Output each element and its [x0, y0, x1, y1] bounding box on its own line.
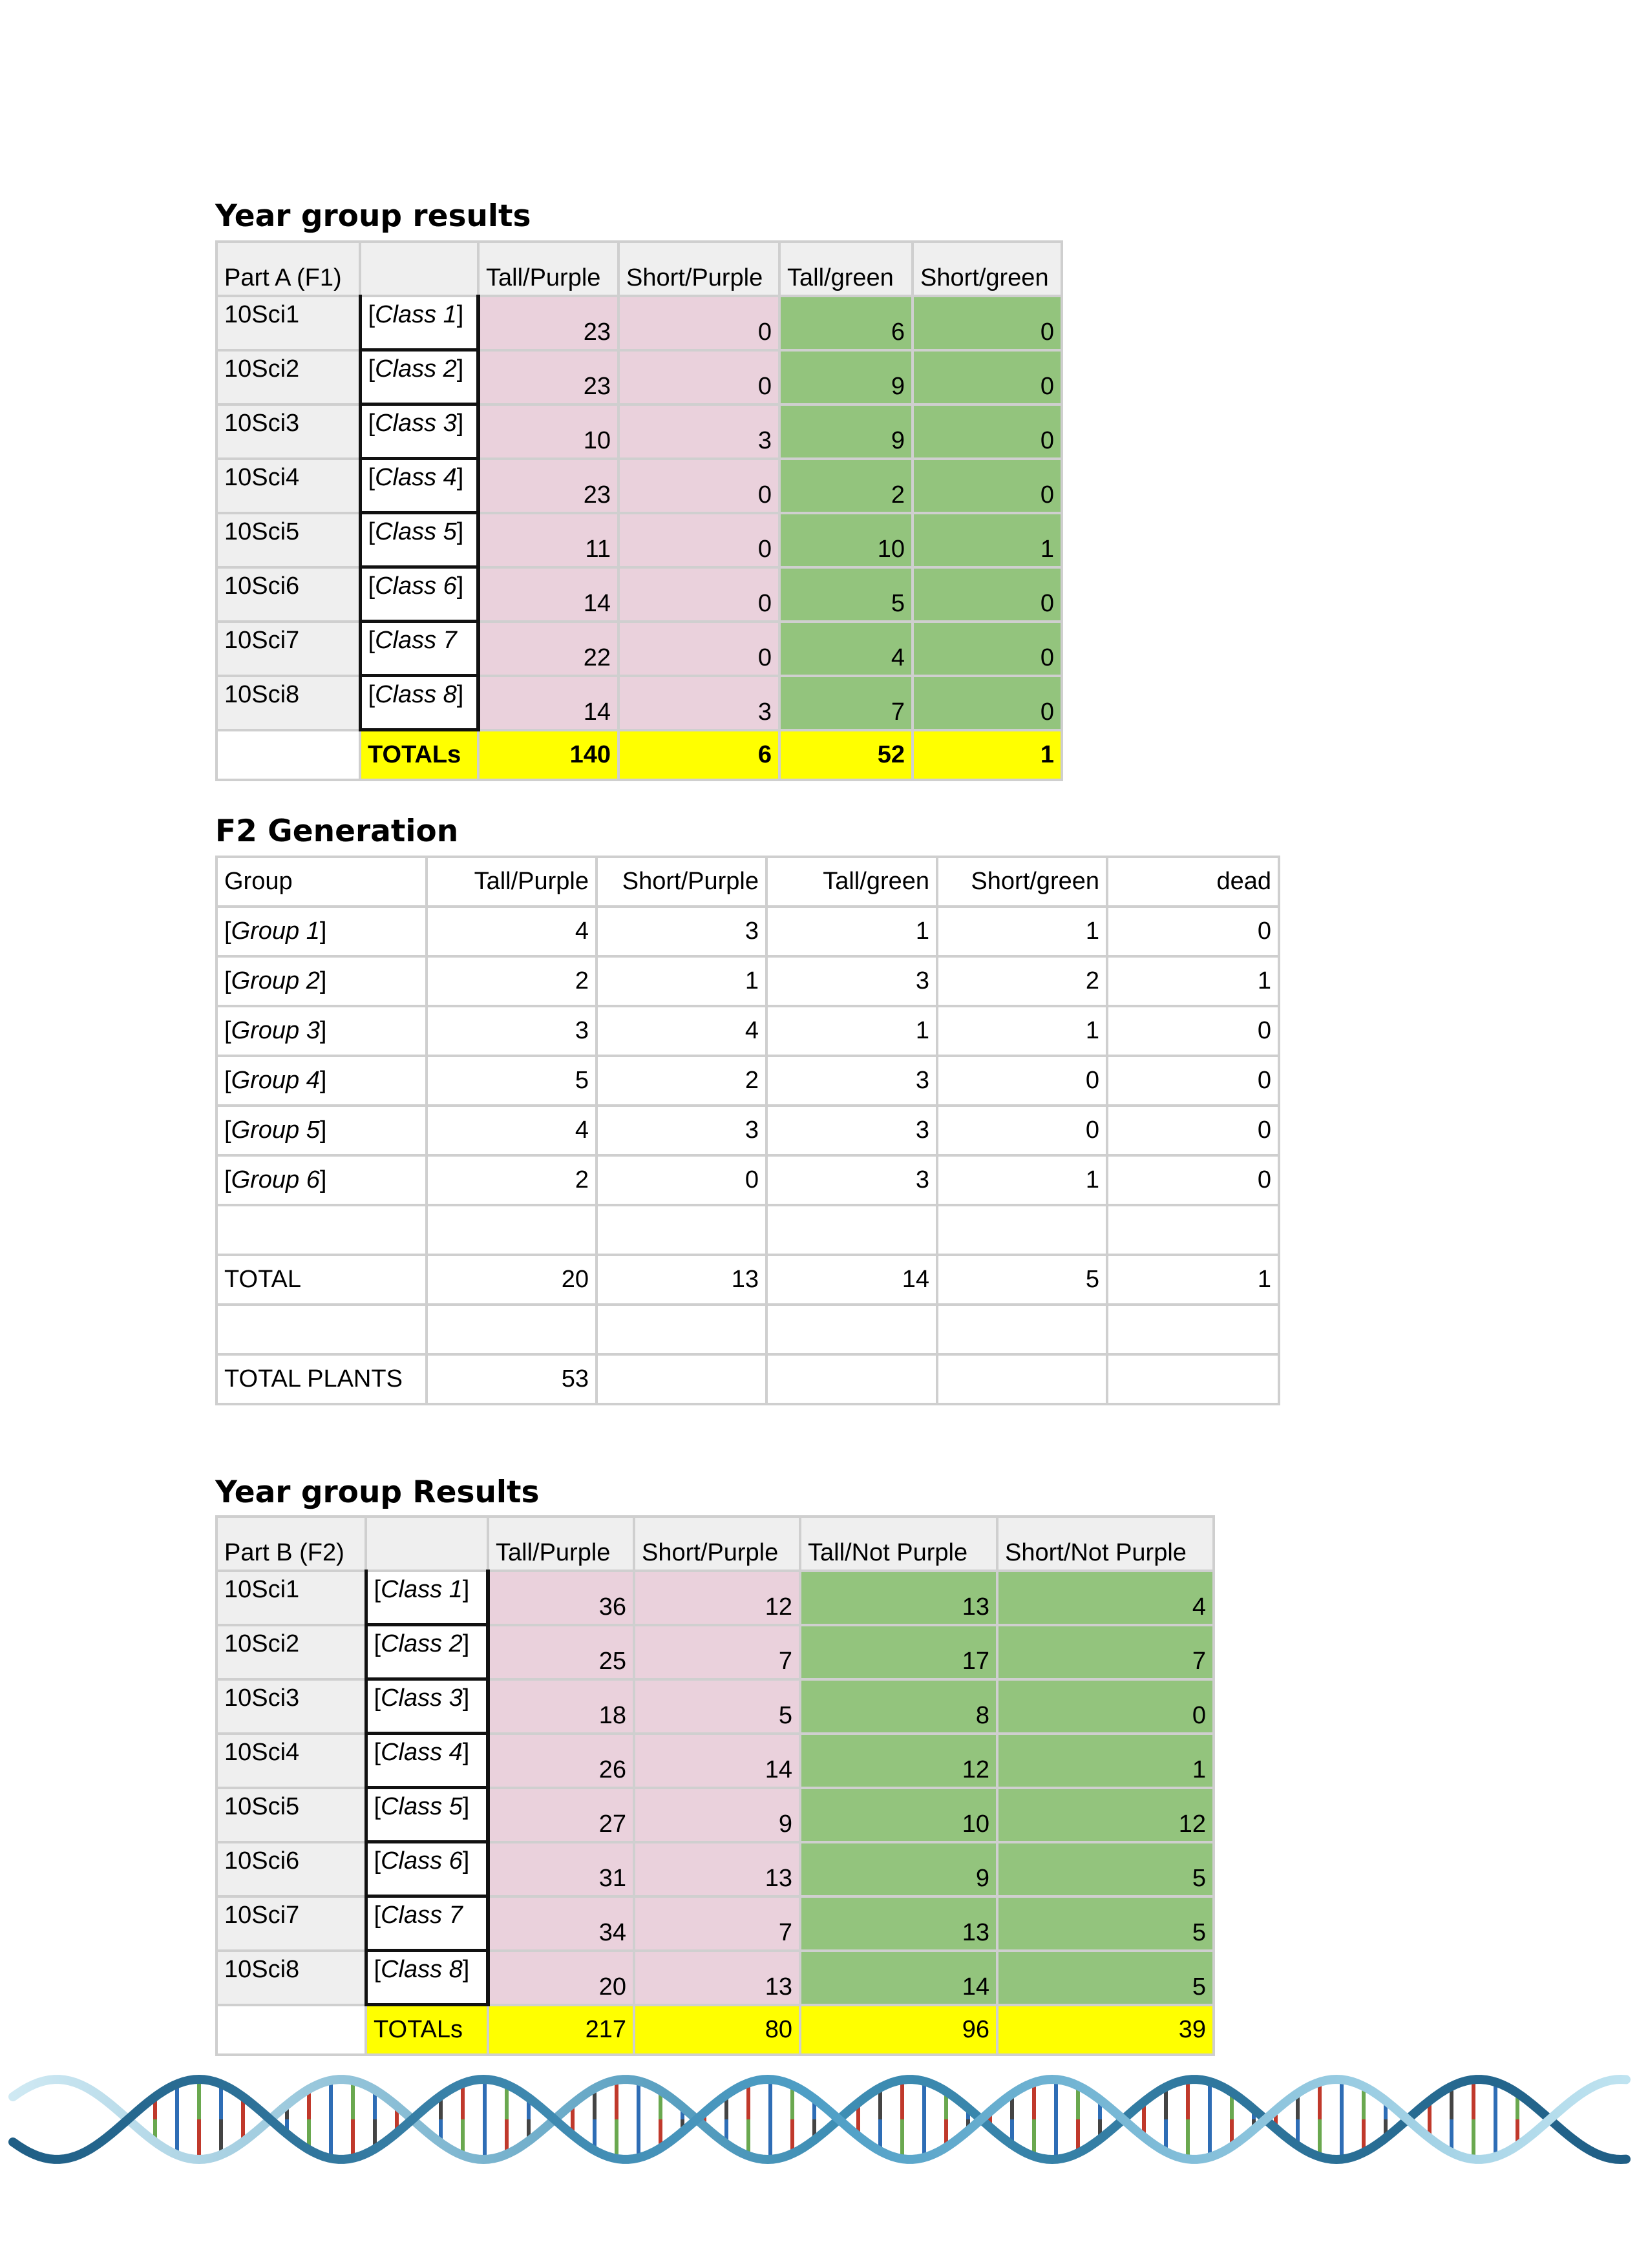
value-cell: 14: [800, 1951, 997, 2005]
blank-cell: [217, 1205, 427, 1255]
value-cell: 12: [800, 1734, 997, 1788]
table-row: [217, 1734, 1214, 1788]
total-value-cell: 140: [478, 730, 618, 781]
table-row: [217, 1951, 1214, 2005]
class-name-cell: [366, 1571, 488, 1625]
group-code-cell: 10Sci2: [217, 1625, 366, 1679]
group-name-cell: [217, 907, 427, 956]
value-cell: 0: [1107, 1155, 1279, 1205]
column-header: Tall/green: [766, 857, 937, 907]
blank-cell: [597, 1305, 766, 1354]
bracket-open: [: [368, 627, 375, 654]
blank-cell: [597, 1354, 766, 1404]
table-row: [217, 1896, 1214, 1951]
class-name: Class 8: [381, 1956, 463, 1983]
value-cell: 9: [779, 350, 913, 404]
column-header: Group: [217, 857, 427, 907]
corner-label: Part B (F2): [217, 1517, 366, 1571]
class-name: Class 4: [375, 464, 457, 491]
group-code-cell: 10Sci6: [217, 567, 360, 622]
total-value-cell: 39: [997, 2005, 1214, 2055]
class-name-cell: [360, 296, 478, 350]
value-cell: 3: [618, 404, 779, 459]
value-cell: 0: [597, 1155, 766, 1205]
class-name: Class 1: [381, 1576, 463, 1603]
table-header-row: [217, 242, 1062, 296]
class-name-cell: [366, 1788, 488, 1842]
bracket-close: ]: [319, 1017, 327, 1044]
totals-label: TOTALs: [360, 730, 478, 781]
value-cell: 0: [913, 622, 1062, 676]
bracket-open: [: [224, 967, 231, 994]
column-header: Short/Purple: [597, 857, 766, 907]
group-name-cell: [217, 1106, 427, 1155]
table-row: [217, 1056, 1279, 1106]
group-name-cell: [217, 956, 427, 1006]
group-name: Group 2: [231, 967, 320, 994]
value-cell: 1: [766, 907, 937, 956]
value-cell: 2: [427, 956, 597, 1006]
total-value-cell: 5: [937, 1255, 1107, 1305]
class-name-cell: [360, 513, 478, 567]
table-row: [217, 907, 1279, 956]
value-cell: 22: [478, 622, 618, 676]
column-header: Tall/Purple: [427, 857, 597, 907]
group-code-cell: 10Sci4: [217, 1734, 366, 1788]
bracket-open: [: [374, 1685, 381, 1712]
value-cell: 6: [779, 296, 913, 350]
total-value-cell: 13: [597, 1255, 766, 1305]
table-row: [217, 350, 1062, 404]
table-row: [217, 1006, 1279, 1056]
group-code-cell: 10Sci8: [217, 1951, 366, 2005]
corner-label: Part A (F1): [217, 242, 360, 296]
column-header: Tall/green: [779, 242, 913, 296]
bracket-open: [: [368, 518, 375, 545]
value-cell: 3: [766, 1106, 937, 1155]
group-code-cell: 10Sci1: [217, 1571, 366, 1625]
total-row: [217, 1255, 1279, 1305]
total-plants-label: TOTAL PLANTS: [217, 1354, 427, 1404]
group-name: Group 6: [231, 1166, 320, 1193]
value-cell: 0: [618, 513, 779, 567]
class-name-cell: [366, 1896, 488, 1951]
column-header: Short/Purple: [634, 1517, 800, 1571]
total-value-cell: 14: [766, 1255, 937, 1305]
group-name: Group 3: [231, 1017, 320, 1044]
value-cell: 13: [800, 1571, 997, 1625]
blank-row: [217, 1305, 1279, 1354]
value-cell: 4: [597, 1006, 766, 1056]
bracket-open: [: [368, 464, 375, 491]
total-value-cell: 96: [800, 2005, 997, 2055]
column-header: Tall/Purple: [488, 1517, 634, 1571]
bracket-open: [: [224, 1166, 231, 1193]
value-cell: 0: [913, 350, 1062, 404]
value-cell: 2: [597, 1056, 766, 1106]
blank-cell: [217, 1305, 427, 1354]
class-name-cell: [366, 1734, 488, 1788]
value-cell: 13: [634, 1842, 800, 1896]
class-name-cell: [360, 459, 478, 513]
value-cell: 12: [634, 1571, 800, 1625]
group-code-cell: 10Sci5: [217, 1788, 366, 1842]
value-cell: 36: [488, 1571, 634, 1625]
value-cell: 1: [766, 1006, 937, 1056]
total-value-cell: 20: [427, 1255, 597, 1305]
blank-header-cell: [360, 242, 478, 296]
value-cell: 5: [997, 1842, 1214, 1896]
value-cell: 10: [779, 513, 913, 567]
class-name: Class 3: [375, 410, 457, 437]
bracket-close: ]: [462, 1847, 470, 1874]
value-cell: 7: [634, 1625, 800, 1679]
blank-cell: [1107, 1354, 1279, 1404]
blank-cell: [217, 730, 360, 781]
value-cell: 23: [478, 296, 618, 350]
value-cell: 17: [800, 1625, 997, 1679]
bracket-open: [: [368, 410, 375, 437]
value-cell: 26: [488, 1734, 634, 1788]
class-name: Class 4: [381, 1739, 463, 1766]
class-name: Class 2: [375, 355, 457, 383]
bracket-open: [: [224, 1067, 231, 1094]
value-cell: 13: [800, 1896, 997, 1951]
group-code-cell: 10Sci4: [217, 459, 360, 513]
value-cell: 1: [913, 513, 1062, 567]
value-cell: 0: [937, 1106, 1107, 1155]
group-name-cell: [217, 1056, 427, 1106]
blank-cell: [766, 1305, 937, 1354]
bracket-close: ]: [462, 1793, 470, 1820]
value-cell: 0: [618, 622, 779, 676]
class-name-cell: [360, 404, 478, 459]
value-cell: 7: [634, 1896, 800, 1951]
total-label: TOTAL: [217, 1255, 427, 1305]
group-code-cell: 10Sci1: [217, 296, 360, 350]
totals-row: [217, 730, 1062, 781]
blank-cell: [597, 1205, 766, 1255]
class-name: Class 3: [381, 1685, 463, 1712]
bracket-close: ]: [456, 572, 464, 600]
value-cell: 5: [427, 1056, 597, 1106]
value-cell: 5: [997, 1951, 1214, 2005]
table-row: [217, 1625, 1214, 1679]
value-cell: 0: [618, 296, 779, 350]
table-row: [217, 1571, 1214, 1625]
table-row: [217, 459, 1062, 513]
value-cell: 0: [618, 350, 779, 404]
value-cell: 0: [937, 1056, 1107, 1106]
value-cell: 3: [766, 1155, 937, 1205]
value-cell: 0: [618, 459, 779, 513]
value-cell: 4: [427, 1106, 597, 1155]
bracket-open: [: [374, 1847, 381, 1874]
total-value-cell: 52: [779, 730, 913, 781]
class-name: Class 6: [375, 572, 457, 600]
column-header: Tall/Not Purple: [800, 1517, 997, 1571]
bracket-close: ]: [462, 1630, 470, 1657]
group-code-cell: 10Sci3: [217, 404, 360, 459]
bracket-open: [: [374, 1630, 381, 1657]
table-row: [217, 567, 1062, 622]
value-cell: 0: [997, 1679, 1214, 1734]
table-row: [217, 1106, 1279, 1155]
group-code-cell: 10Sci5: [217, 513, 360, 567]
total-value-cell: 1: [1107, 1255, 1279, 1305]
bracket-open: [: [368, 681, 375, 708]
bracket-open: [: [374, 1956, 381, 1983]
blank-cell: [217, 2005, 366, 2055]
value-cell: 11: [478, 513, 618, 567]
value-cell: 25: [488, 1625, 634, 1679]
value-cell: 1: [597, 956, 766, 1006]
blank-cell: [766, 1205, 937, 1255]
table-row: [217, 956, 1279, 1006]
bracket-close: ]: [456, 410, 464, 437]
class-name-cell: [366, 1625, 488, 1679]
value-cell: 0: [913, 404, 1062, 459]
value-cell: 5: [779, 567, 913, 622]
value-cell: 0: [1107, 1006, 1279, 1056]
value-cell: 9: [800, 1842, 997, 1896]
totals-row: [217, 2005, 1214, 2055]
group-code-cell: 10Sci7: [217, 622, 360, 676]
column-header: Short/green: [913, 242, 1062, 296]
value-cell: 3: [766, 1056, 937, 1106]
group-name: Group 1: [231, 918, 320, 945]
bracket-open: [: [368, 301, 375, 328]
column-header: Short/green: [937, 857, 1107, 907]
bracket-close: ]: [319, 1067, 327, 1094]
bracket-open: [: [224, 1017, 231, 1044]
bracket-open: [: [368, 572, 375, 600]
bracket-open: [: [374, 1576, 381, 1603]
class-name-cell: [360, 622, 478, 676]
blank-cell: [427, 1305, 597, 1354]
value-cell: 14: [634, 1734, 800, 1788]
bracket-close: ]: [319, 967, 327, 994]
table-row: [217, 296, 1062, 350]
value-cell: 1: [937, 907, 1107, 956]
column-header: Short/Purple: [618, 242, 779, 296]
total-value-cell: 1: [913, 730, 1062, 781]
blank-cell: [1107, 1205, 1279, 1255]
column-header: Short/Not Purple: [997, 1517, 1214, 1571]
bracket-close: ]: [456, 355, 464, 383]
bracket-close: ]: [456, 301, 464, 328]
table-row: [217, 1788, 1214, 1842]
column-header: dead: [1107, 857, 1279, 907]
value-cell: 2: [779, 459, 913, 513]
bracket-close: ]: [319, 1117, 327, 1144]
value-cell: 1: [997, 1734, 1214, 1788]
value-cell: 13: [634, 1951, 800, 2005]
total-value-cell: 217: [488, 2005, 634, 2055]
class-name: Class 8: [375, 681, 457, 708]
value-cell: 0: [1107, 1106, 1279, 1155]
value-cell: 31: [488, 1842, 634, 1896]
value-cell: 5: [997, 1896, 1214, 1951]
class-name-cell: [360, 676, 478, 730]
class-name-cell: [366, 1842, 488, 1896]
table-row: [217, 404, 1062, 459]
blank-row: [217, 1205, 1279, 1255]
blank-cell: [937, 1205, 1107, 1255]
table-header-row: [217, 1517, 1214, 1571]
value-cell: 4: [427, 907, 597, 956]
class-name-cell: [366, 1951, 488, 2005]
column-header: Tall/Purple: [478, 242, 618, 296]
class-name: Class 7: [381, 1902, 463, 1929]
value-cell: 27: [488, 1788, 634, 1842]
class-name: Class 7: [375, 627, 457, 654]
value-cell: 3: [597, 1106, 766, 1155]
bracket-close: ]: [456, 464, 464, 491]
bracket-open: [: [368, 355, 375, 383]
bracket-close: ]: [456, 518, 464, 545]
f2-generation-table: [215, 856, 1280, 1405]
value-cell: 1: [937, 1155, 1107, 1205]
group-name: Group 5: [231, 1117, 320, 1144]
value-cell: 0: [618, 567, 779, 622]
value-cell: 3: [618, 676, 779, 730]
value-cell: 14: [478, 676, 618, 730]
group-code-cell: 10Sci6: [217, 1842, 366, 1896]
bracket-open: [: [374, 1793, 381, 1820]
table-header-row: [217, 857, 1279, 907]
section-heading-year-group-results-b: Year group Results: [215, 1475, 540, 1510]
total-plants-row: [217, 1354, 1279, 1404]
table-row: [217, 676, 1062, 730]
value-cell: 1: [1107, 956, 1279, 1006]
blank-cell: [427, 1205, 597, 1255]
class-name-cell: [360, 567, 478, 622]
value-cell: 8: [800, 1679, 997, 1734]
bracket-close: ]: [462, 1956, 470, 1983]
value-cell: 2: [937, 956, 1107, 1006]
blank-cell: [937, 1305, 1107, 1354]
table-row: [217, 513, 1062, 567]
group-name-cell: [217, 1155, 427, 1205]
bracket-close: ]: [456, 681, 464, 708]
value-cell: 0: [913, 459, 1062, 513]
value-cell: 34: [488, 1896, 634, 1951]
value-cell: 23: [478, 350, 618, 404]
value-cell: 0: [913, 296, 1062, 350]
bracket-close: ]: [462, 1685, 470, 1712]
value-cell: 12: [997, 1788, 1214, 1842]
class-name: Class 5: [381, 1793, 463, 1820]
value-cell: 5: [634, 1679, 800, 1734]
value-cell: 3: [597, 907, 766, 956]
blank-cell: [1107, 1305, 1279, 1354]
class-name: Class 5: [375, 518, 457, 545]
total-value-cell: 6: [618, 730, 779, 781]
section-heading-f2-generation: F2 Generation: [215, 814, 459, 849]
part-b-f2-table: [215, 1515, 1215, 2056]
value-cell: 3: [766, 956, 937, 1006]
dna-double-helix-icon: [0, 2055, 1648, 2184]
table-row: [217, 1679, 1214, 1734]
total-plants-value: 53: [427, 1354, 597, 1404]
part-a-f1-table: [215, 240, 1063, 781]
class-name: Class 2: [381, 1630, 463, 1657]
value-cell: 20: [488, 1951, 634, 2005]
value-cell: 1: [937, 1006, 1107, 1056]
value-cell: 9: [779, 404, 913, 459]
value-cell: 0: [913, 676, 1062, 730]
value-cell: 10: [478, 404, 618, 459]
bracket-close: ]: [319, 918, 327, 945]
value-cell: 9: [634, 1788, 800, 1842]
bracket-open: [: [224, 918, 231, 945]
value-cell: 18: [488, 1679, 634, 1734]
blank-header-cell: [366, 1517, 488, 1571]
total-value-cell: 80: [634, 2005, 800, 2055]
table-row: [217, 1155, 1279, 1205]
totals-label: TOTALs: [366, 2005, 488, 2055]
blank-cell: [766, 1354, 937, 1404]
class-name: Class 6: [381, 1847, 463, 1874]
table-row: [217, 622, 1062, 676]
table-row: [217, 1842, 1214, 1896]
value-cell: 14: [478, 567, 618, 622]
blank-cell: [937, 1354, 1107, 1404]
value-cell: 0: [1107, 907, 1279, 956]
value-cell: 10: [800, 1788, 997, 1842]
value-cell: 4: [779, 622, 913, 676]
bracket-close: ]: [462, 1576, 470, 1603]
class-name-cell: [366, 1679, 488, 1734]
value-cell: 23: [478, 459, 618, 513]
group-name-cell: [217, 1006, 427, 1056]
value-cell: 3: [427, 1006, 597, 1056]
class-name-cell: [360, 350, 478, 404]
section-heading-year-group-results: Year group results: [215, 198, 531, 234]
group-code-cell: 10Sci3: [217, 1679, 366, 1734]
bracket-close: ]: [462, 1739, 470, 1766]
value-cell: 7: [997, 1625, 1214, 1679]
bracket-open: [: [374, 1739, 381, 1766]
value-cell: 4: [997, 1571, 1214, 1625]
bracket-open: [: [224, 1117, 231, 1144]
value-cell: 7: [779, 676, 913, 730]
group-code-cell: 10Sci7: [217, 1896, 366, 1951]
group-code-cell: 10Sci2: [217, 350, 360, 404]
value-cell: 0: [913, 567, 1062, 622]
value-cell: 0: [1107, 1056, 1279, 1106]
group-name: Group 4: [231, 1067, 320, 1094]
class-name: Class 1: [375, 301, 457, 328]
value-cell: 2: [427, 1155, 597, 1205]
group-code-cell: 10Sci8: [217, 676, 360, 730]
bracket-open: [: [374, 1902, 381, 1929]
bracket-close: ]: [319, 1166, 327, 1193]
